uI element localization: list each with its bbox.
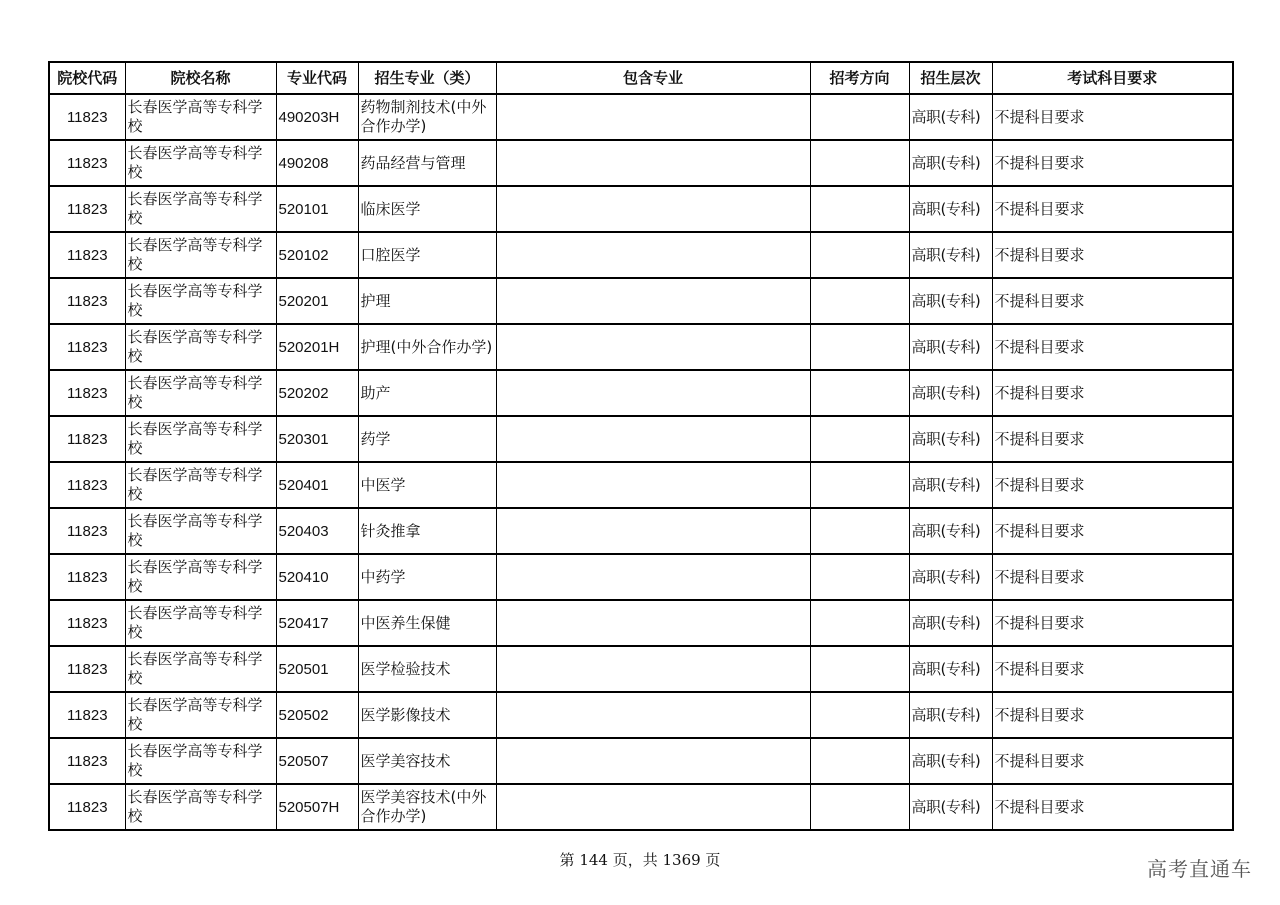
cell-level: 高职(专科) [909, 784, 992, 830]
cell-level: 高职(专科) [909, 94, 992, 140]
cell-subject-requirement: 不提科目要求 [992, 278, 1233, 324]
header-direction: 招考方向 [810, 62, 909, 94]
cell-school-code: 11823 [49, 692, 125, 738]
cell-subject-requirement: 不提科目要求 [992, 94, 1233, 140]
table-row [49, 94, 1233, 140]
cell-school-name: 长春医学高等专科学校 [125, 140, 276, 186]
cell-included-majors [496, 186, 810, 232]
admission-major-table [48, 61, 1234, 831]
cell-school-code: 11823 [49, 278, 125, 324]
cell-major: 护理 [358, 278, 496, 324]
cell-direction [810, 370, 909, 416]
cell-school-code: 11823 [49, 784, 125, 830]
cell-school-name: 长春医学高等专科学校 [125, 646, 276, 692]
table-row [49, 186, 1233, 232]
cell-included-majors [496, 462, 810, 508]
cell-included-majors [496, 232, 810, 278]
cell-major-code: 520502 [276, 692, 358, 738]
cell-included-majors [496, 784, 810, 830]
watermark: 高考直通车 [1147, 857, 1252, 881]
header-row [49, 62, 1233, 94]
cell-school-name: 长春医学高等专科学校 [125, 508, 276, 554]
table-row [49, 692, 1233, 738]
cell-subject-requirement: 不提科目要求 [992, 692, 1233, 738]
cell-school-code: 11823 [49, 370, 125, 416]
cell-subject-requirement: 不提科目要求 [992, 508, 1233, 554]
cell-included-majors [496, 94, 810, 140]
cell-level: 高职(专科) [909, 140, 992, 186]
cell-major-code: 520501 [276, 646, 358, 692]
cell-school-name: 长春医学高等专科学校 [125, 370, 276, 416]
cell-level: 高职(专科) [909, 232, 992, 278]
cell-school-name: 长春医学高等专科学校 [125, 94, 276, 140]
cell-subject-requirement: 不提科目要求 [992, 554, 1233, 600]
cell-direction [810, 324, 909, 370]
cell-level: 高职(专科) [909, 186, 992, 232]
cell-major: 助产 [358, 370, 496, 416]
cell-direction [810, 738, 909, 784]
cell-major-code: 520102 [276, 232, 358, 278]
cell-school-code: 11823 [49, 232, 125, 278]
cell-school-code: 11823 [49, 94, 125, 140]
table-header [49, 62, 1233, 94]
cell-major: 药物制剂技术(中外合作办学) [358, 94, 496, 140]
header-included-majors: 包含专业 [496, 62, 810, 94]
header-school-name: 院校名称 [125, 62, 276, 94]
cell-direction [810, 554, 909, 600]
table-row [49, 416, 1233, 462]
cell-direction [810, 416, 909, 462]
table-row [49, 784, 1233, 830]
table-row [49, 462, 1233, 508]
cell-school-name: 长春医学高等专科学校 [125, 278, 276, 324]
cell-major-code: 490208 [276, 140, 358, 186]
cell-level: 高职(专科) [909, 370, 992, 416]
cell-major: 针灸推拿 [358, 508, 496, 554]
cell-major: 医学美容技术(中外合作办学) [358, 784, 496, 830]
cell-major-code: 520401 [276, 462, 358, 508]
cell-direction [810, 186, 909, 232]
cell-level: 高职(专科) [909, 278, 992, 324]
table-body [49, 94, 1233, 830]
cell-included-majors [496, 140, 810, 186]
cell-direction [810, 600, 909, 646]
cell-school-name: 长春医学高等专科学校 [125, 232, 276, 278]
header-major-code: 专业代码 [276, 62, 358, 94]
cell-subject-requirement: 不提科目要求 [992, 232, 1233, 278]
cell-school-name: 长春医学高等专科学校 [125, 692, 276, 738]
cell-school-code: 11823 [49, 324, 125, 370]
cell-subject-requirement: 不提科目要求 [992, 140, 1233, 186]
cell-major-code: 520417 [276, 600, 358, 646]
cell-direction [810, 692, 909, 738]
cell-direction [810, 140, 909, 186]
cell-direction [810, 94, 909, 140]
cell-school-name: 长春医学高等专科学校 [125, 416, 276, 462]
cell-school-code: 11823 [49, 600, 125, 646]
cell-direction [810, 508, 909, 554]
cell-major-code: 520410 [276, 554, 358, 600]
cell-school-name: 长春医学高等专科学校 [125, 324, 276, 370]
cell-subject-requirement: 不提科目要求 [992, 738, 1233, 784]
cell-major: 临床医学 [358, 186, 496, 232]
cell-school-name: 长春医学高等专科学校 [125, 554, 276, 600]
cell-included-majors [496, 692, 810, 738]
cell-school-name: 长春医学高等专科学校 [125, 600, 276, 646]
cell-school-code: 11823 [49, 186, 125, 232]
cell-level: 高职(专科) [909, 554, 992, 600]
cell-included-majors [496, 278, 810, 324]
table-row [49, 324, 1233, 370]
cell-direction [810, 462, 909, 508]
header-school-code: 院校代码 [49, 62, 125, 94]
page-number: 第 144 页，共 1369 页 [559, 851, 721, 869]
cell-major-code: 520101 [276, 186, 358, 232]
cell-major-code: 520201H [276, 324, 358, 370]
cell-major-code: 520301 [276, 416, 358, 462]
cell-major-code: 520507 [276, 738, 358, 784]
header-subject-requirement: 考试科目要求 [992, 62, 1233, 94]
cell-level: 高职(专科) [909, 738, 992, 784]
table-row [49, 554, 1233, 600]
table-row [49, 508, 1233, 554]
cell-school-code: 11823 [49, 416, 125, 462]
table-row [49, 646, 1233, 692]
cell-level: 高职(专科) [909, 324, 992, 370]
cell-school-code: 11823 [49, 462, 125, 508]
cell-subject-requirement: 不提科目要求 [992, 416, 1233, 462]
cell-major-code: 520202 [276, 370, 358, 416]
cell-school-code: 11823 [49, 508, 125, 554]
cell-major: 口腔医学 [358, 232, 496, 278]
cell-included-majors [496, 738, 810, 784]
cell-school-name: 长春医学高等专科学校 [125, 738, 276, 784]
cell-major: 医学检验技术 [358, 646, 496, 692]
cell-subject-requirement: 不提科目要求 [992, 600, 1233, 646]
cell-subject-requirement: 不提科目要求 [992, 324, 1233, 370]
cell-level: 高职(专科) [909, 646, 992, 692]
table-row [49, 232, 1233, 278]
cell-school-code: 11823 [49, 738, 125, 784]
cell-subject-requirement: 不提科目要求 [992, 784, 1233, 830]
cell-major: 药品经营与管理 [358, 140, 496, 186]
table-row [49, 600, 1233, 646]
cell-school-code: 11823 [49, 646, 125, 692]
cell-major: 医学影像技术 [358, 692, 496, 738]
cell-major-code: 520201 [276, 278, 358, 324]
cell-school-code: 11823 [49, 554, 125, 600]
cell-major-code: 520507H [276, 784, 358, 830]
cell-included-majors [496, 600, 810, 646]
cell-included-majors [496, 416, 810, 462]
table-row [49, 140, 1233, 186]
cell-major: 中医学 [358, 462, 496, 508]
cell-level: 高职(专科) [909, 416, 992, 462]
cell-school-name: 长春医学高等专科学校 [125, 186, 276, 232]
cell-included-majors [496, 324, 810, 370]
cell-direction [810, 232, 909, 278]
header-major: 招生专业（类） [358, 62, 496, 94]
cell-major: 中医养生保健 [358, 600, 496, 646]
cell-level: 高职(专科) [909, 600, 992, 646]
header-level: 招生层次 [909, 62, 992, 94]
cell-subject-requirement: 不提科目要求 [992, 646, 1233, 692]
cell-major-code: 490203H [276, 94, 358, 140]
cell-included-majors [496, 370, 810, 416]
cell-school-code: 11823 [49, 140, 125, 186]
cell-major: 护理(中外合作办学) [358, 324, 496, 370]
cell-school-name: 长春医学高等专科学校 [125, 784, 276, 830]
cell-subject-requirement: 不提科目要求 [992, 462, 1233, 508]
cell-direction [810, 278, 909, 324]
cell-level: 高职(专科) [909, 508, 992, 554]
cell-direction [810, 646, 909, 692]
cell-subject-requirement: 不提科目要求 [992, 186, 1233, 232]
cell-major: 医学美容技术 [358, 738, 496, 784]
cell-included-majors [496, 646, 810, 692]
table-row [49, 278, 1233, 324]
cell-included-majors [496, 554, 810, 600]
cell-level: 高职(专科) [909, 462, 992, 508]
table-row [49, 370, 1233, 416]
cell-subject-requirement: 不提科目要求 [992, 370, 1233, 416]
cell-school-name: 长春医学高等专科学校 [125, 462, 276, 508]
table-row [49, 738, 1233, 784]
cell-major: 药学 [358, 416, 496, 462]
cell-direction [810, 784, 909, 830]
cell-major-code: 520403 [276, 508, 358, 554]
cell-included-majors [496, 508, 810, 554]
cell-level: 高职(专科) [909, 692, 992, 738]
cell-major: 中药学 [358, 554, 496, 600]
